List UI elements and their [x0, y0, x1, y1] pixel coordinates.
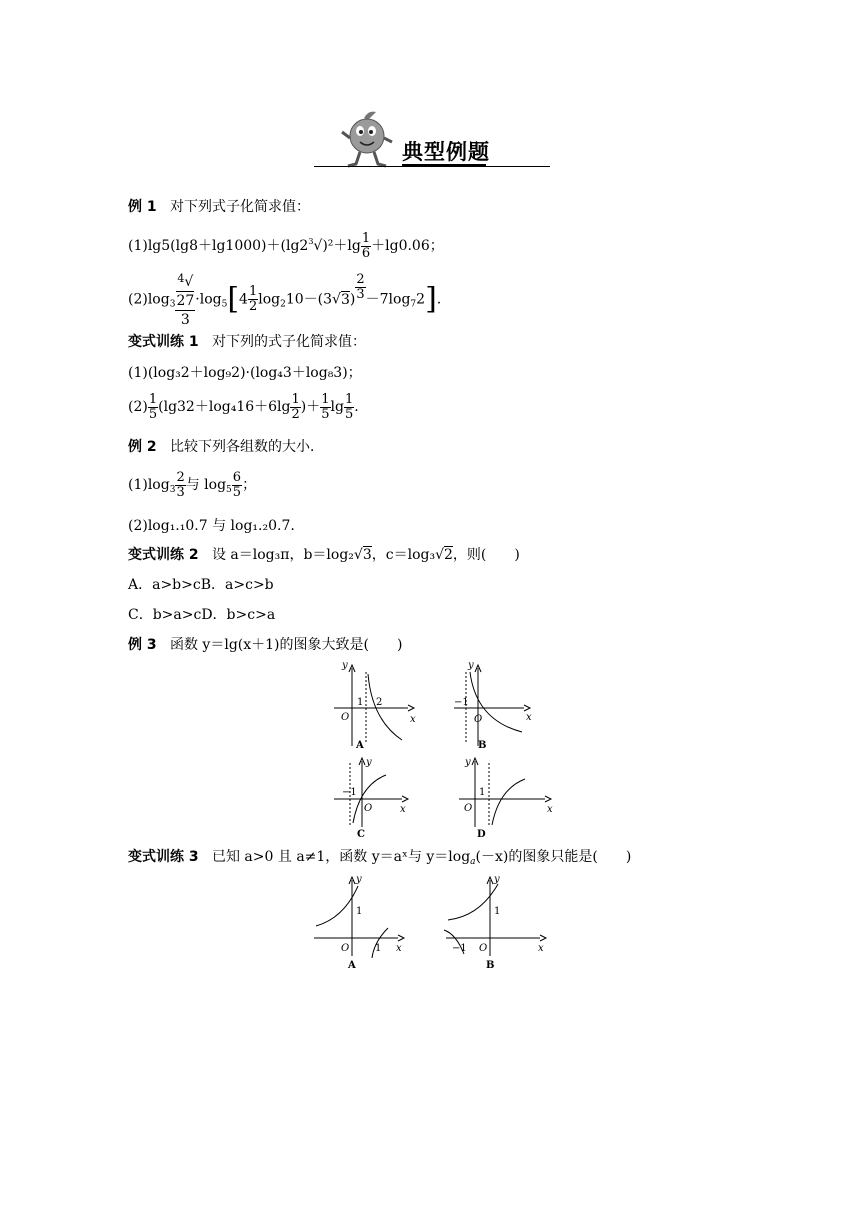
var3-graph-a[interactable]	[310, 872, 410, 972]
title-underline	[314, 166, 550, 167]
var3-a-caption: A	[348, 960, 356, 971]
var3-b-tick-y1: 1	[494, 906, 501, 917]
ex1-p1-root-index: 3	[308, 237, 314, 246]
ex3-d-y-label: y	[465, 757, 471, 768]
ex3-a-y-label: y	[342, 660, 348, 671]
ex2-part2: (2)log₁.₁0.7 与 log₁.₂0.7.	[128, 518, 295, 534]
ex2-p1-frac2: $\frac{6}{5}$	[232, 469, 242, 500]
ex3-a-caption: A	[356, 740, 364, 751]
ex3-c-y-label: y	[366, 757, 372, 768]
ex3-a-tick2: 2	[376, 697, 383, 708]
var1-prompt: 对下列的式子化简求值：	[211, 334, 366, 350]
ex1-prompt: 对下列式子化简求值：	[169, 199, 310, 215]
ex1-p2-text-d: log	[258, 291, 281, 308]
var1-p2-text-b: (lg32＋log₄16＋6lg	[158, 399, 291, 415]
ex3-b-caption: B	[478, 740, 487, 751]
var3-prompt-line	[128, 848, 631, 871]
var2-root-b: 3	[362, 547, 372, 563]
var3-b-tick-x1: −1	[452, 943, 467, 954]
var3-a-tick-x1: 1	[375, 943, 382, 954]
var2-radical-c: √	[435, 547, 444, 563]
var3-a-x-label: x	[396, 943, 402, 954]
ex1-label: 例 1	[128, 199, 157, 215]
var2-root-c: 2	[444, 547, 453, 563]
var3-prompt-sub: a	[470, 857, 476, 867]
var2-prompt-a: 设 a＝log₃π，b＝log₂	[211, 547, 354, 563]
ex1-p2-base4: 7	[410, 299, 417, 310]
ex1-p2-text-f: )	[349, 291, 356, 308]
ex3-c-origin: O	[364, 803, 373, 814]
ex1-p2-base: 3	[169, 299, 176, 310]
ex1-p2-radicand2: 3	[340, 291, 350, 308]
ex1-p2-base3: 2	[280, 299, 286, 310]
var3-prompt-end: (－x)的图象只能是( )	[475, 849, 632, 865]
ex1-p2-text-h: 2	[416, 291, 426, 308]
ex2-p1-text-c: ；	[242, 477, 257, 493]
ex3-label: 例 3	[128, 637, 157, 653]
ex1-p2-fraction1: $\frac{1}{2}$	[248, 284, 258, 314]
ex3-a-origin: O	[341, 712, 350, 723]
var3-label: 变式训练 3	[128, 849, 199, 865]
ex1-p2-radical: √	[332, 291, 341, 308]
var2-option-c[interactable]: C．b>a>c	[128, 607, 202, 623]
ex1-p2-bracket-open: [	[227, 281, 240, 317]
ex3-d-x-label: x	[547, 804, 553, 815]
ex3-graph-c[interactable]	[330, 755, 420, 839]
ex3-prompt-line	[128, 636, 402, 654]
ex2-p1-base2: 5	[226, 485, 232, 495]
var2-prompt-c: ，则( )	[452, 547, 520, 563]
ex1-p1-text-a: (1)lg5(lg8＋lg1000)＋(lg2	[128, 238, 309, 254]
ex3-prompt: 函数 y＝lg(x＋1)的图象大致是( )	[169, 637, 403, 653]
ex1-p1-text-b: )²＋lg	[322, 238, 361, 254]
section-header	[310, 108, 550, 170]
ex1-p2-text-e: 10－(3	[285, 291, 333, 308]
ex1-prompt-line	[128, 198, 310, 216]
ex3-d-origin: O	[464, 803, 473, 814]
ex1-p2-text-a: (2)log	[128, 291, 170, 308]
ex2-p1-text-b: 与 log	[185, 477, 227, 493]
var3-a-tick-y1: 1	[356, 906, 363, 917]
ex3-graph-b[interactable]	[450, 660, 540, 752]
ex3-b-y-label: y	[468, 660, 474, 671]
ex1-p2-text-g: －7log	[365, 291, 411, 308]
var3-prompt: 已知 a>0 且 a≠1，函数 y＝aˣ与 y＝log	[211, 849, 471, 865]
ex1-part2	[128, 270, 441, 329]
mascot-apple-icon	[338, 110, 396, 170]
ex1-p1-radical: √	[313, 238, 323, 254]
var2-radical-b: √	[353, 547, 363, 563]
ex1-p2-fraction: $^4$√ 27 3	[176, 272, 195, 328]
var3-b-caption: B	[486, 960, 495, 971]
section-title: 典型例题	[402, 140, 490, 164]
var1-label: 变式训练 1	[128, 334, 199, 350]
var2-option-a[interactable]: A．a>b>c	[128, 577, 201, 593]
ex3-graph-d[interactable]	[455, 755, 555, 839]
ex3-c-x-label: x	[400, 804, 406, 815]
ex3-a-x-label: x	[410, 714, 416, 725]
var2-options-row1	[128, 576, 274, 594]
ex2-part1	[128, 470, 256, 505]
ex2-p1-base: 3	[169, 485, 176, 495]
ex3-b-tick1: −1	[454, 697, 469, 708]
var3-a-y-label: y	[356, 874, 362, 885]
ex3-d-caption: D	[477, 829, 486, 839]
var1-part2	[128, 392, 359, 422]
var1-part1: (1)(log₃2＋log₉2)·(log₄3＋log₈3)；	[128, 365, 362, 381]
ex1-p2-text-c: 4	[239, 291, 248, 308]
var2-prompt-line	[128, 546, 520, 564]
ex3-c-tick1: −1	[342, 787, 357, 798]
ex3-d-tick1: 1	[479, 787, 486, 798]
var1-p2-frac1: $\frac{1}{5}$	[148, 391, 158, 422]
ex1-p2-text-b: ·log	[195, 291, 222, 308]
var2-prompt-b: ，c＝log₃	[371, 547, 436, 563]
ex2-p1-text-a: (1)log	[128, 477, 170, 493]
ex1-p1-text-c: ＋lg0.06；	[371, 238, 444, 254]
var2-option-d[interactable]: D．b>c>a	[201, 607, 276, 623]
var3-a-origin: O	[341, 943, 350, 954]
var1-p2-text-c: )＋	[300, 399, 321, 415]
var1-p2-text-d: lg	[330, 399, 344, 415]
var2-options-row2	[128, 606, 275, 624]
ex1-p1-fraction: $\frac{1}{6}$	[361, 230, 371, 261]
var1-p2-text-a: (2)	[128, 399, 148, 415]
ex2-prompt-line	[128, 438, 324, 456]
ex1-p2-fraction2: $\frac{2}{3}$	[356, 271, 365, 302]
var2-label: 变式训练 2	[128, 547, 199, 563]
ex1-p2-bracket-close: ]	[425, 281, 437, 317]
ex1-part1	[128, 228, 444, 261]
var3-b-x-label: x	[538, 943, 544, 954]
var3-b-y-label: y	[494, 874, 500, 885]
ex3-a-tick1: 1	[357, 697, 364, 708]
var2-option-b[interactable]: B．a>c>b	[200, 577, 274, 593]
var3-b-origin: O	[479, 943, 488, 954]
var1-prompt-line	[128, 333, 366, 351]
var1-p2-frac2: $\frac{1}{2}$	[291, 391, 300, 422]
ex1-p2-end: .	[436, 291, 442, 308]
ex2-p1-frac1: $\frac{2}{3}$	[176, 469, 185, 500]
ex1-p2-base2: 5	[221, 299, 228, 310]
var1-p2-frac4: $\frac{1}{5}$	[344, 391, 354, 422]
var3-graph-b[interactable]	[442, 872, 552, 972]
ex3-b-origin: O	[474, 714, 483, 725]
ex2-label: 例 2	[128, 439, 157, 455]
ex3-graph-a[interactable]	[330, 660, 420, 752]
ex3-b-x-label: x	[526, 712, 532, 723]
var1-p2-text-e: .	[354, 399, 359, 415]
ex3-c-caption: C	[357, 829, 365, 839]
var1-p2-frac3: $\frac{1}{5}$	[321, 391, 330, 422]
ex2-prompt: 比较下列各组数的大小．	[169, 439, 324, 455]
